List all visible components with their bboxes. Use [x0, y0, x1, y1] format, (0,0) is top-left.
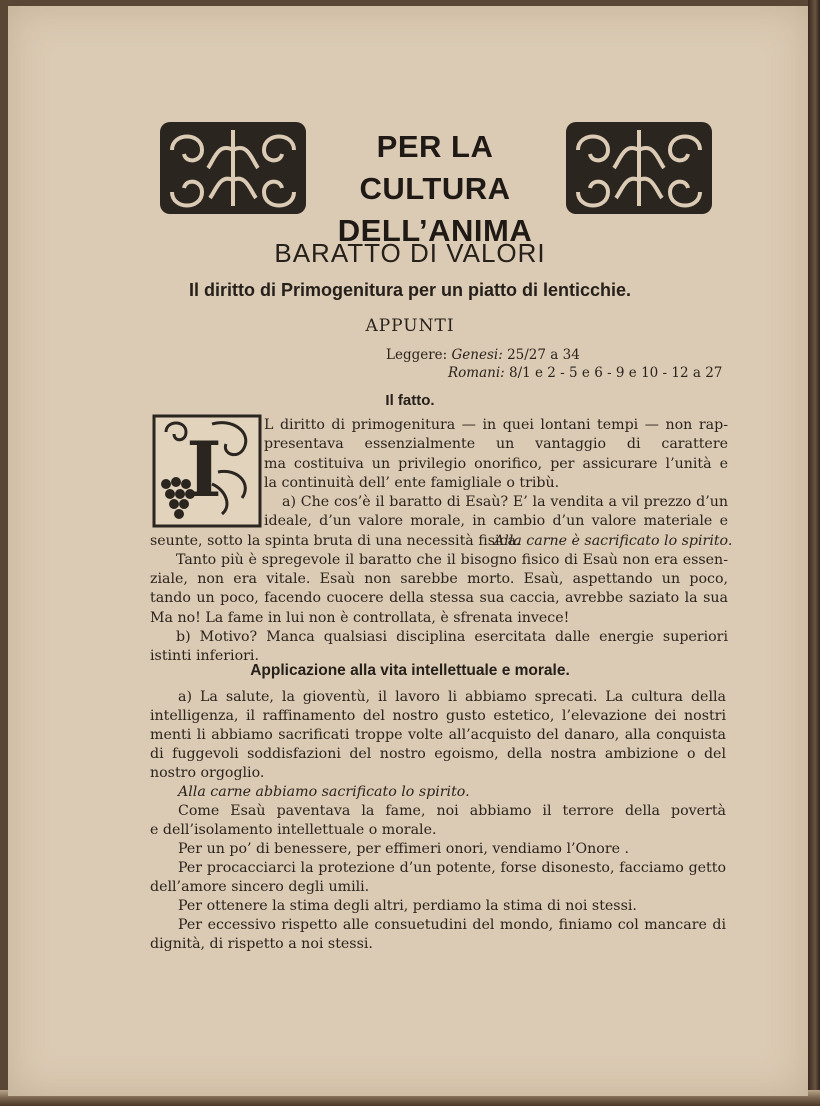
section-heading-fatto: Il fatto. [385, 392, 435, 409]
text-line: Per ottenere la stima degli altri, perdiamo la stima di noi stessi. [178, 898, 637, 914]
section-heading-applicazione: Applicazione alla vita intellettuale e morale. [250, 662, 570, 679]
romani-ref: 8/1 e 2 - 5 e 6 - 9 e 10 - 12 a 27 [509, 365, 723, 381]
text-line: ideale, d’un valore morale, in cambio d’un valore materiale e [264, 513, 728, 529]
genesi-ref: 25/27 a 34 [507, 347, 580, 363]
book-spine-edge [808, 0, 820, 1106]
text-line: dell’amore sincero degli umili. [150, 879, 370, 895]
right-acanthus-ornament [564, 120, 714, 216]
text-line: dignità, di rispetto a noi stessi. [150, 936, 373, 952]
text-line: intelligenza, il raffinamento del nostro gusto estetico, l’elevazione dei nostri [150, 708, 726, 724]
text-line: Alla carne è sacrificato lo spirito. [494, 533, 733, 549]
decorated-initial [152, 414, 262, 528]
text-line: tando un poco, facendo cuocere della stessa sua caccia, avrebbe saziato la sua [150, 590, 728, 606]
text-line: Tanto più è spregevole il baratto che il bisogno fisico di Esaù non era essen- [176, 552, 728, 568]
refs-label: Leggere: [386, 347, 448, 363]
text-line: nostro orgoglio. [150, 765, 265, 781]
text-line: istinti inferiori. [150, 648, 259, 664]
text-line: Come Esaù paventava la fame, noi abbiamo il terrore della povertà [178, 803, 726, 819]
text-line: L diritto di primogenitura — in quei lontani tempi — non rap- [264, 417, 728, 433]
romani-name: Romani: [448, 365, 505, 381]
text-line: seunte, sotto la spinta bruta di una necessità fisica. [150, 533, 521, 549]
dropcap-letter: I [186, 425, 222, 514]
text-line: Alla carne abbiamo sacrificato lo spirito. [178, 784, 470, 800]
genesi-name: Genesi: [451, 347, 503, 363]
text-line: Per un po’ di benessere, per effimeri onori, vendiamo l’Onore . [178, 841, 630, 857]
text-line: a) Che cos’è il baratto di Esaù? E’ la vendita a vil prezzo d’un [282, 494, 728, 510]
column-title [310, 126, 560, 252]
left-acanthus-ornament [158, 120, 308, 216]
reading-references [386, 346, 722, 382]
column-title-line1: PER LA CULTURA [359, 129, 511, 206]
text-line: presentava essenzialmente un vantaggio di carattere [264, 436, 728, 452]
text-line: Per eccessivo rispetto alle consuetudini del mondo, finiamo col mancare di [178, 917, 726, 933]
text-line: ma costituiva un privilegio onorifico, per assicurare l’unità e [264, 456, 728, 472]
text-line: Per procacciarci la protezione d’un potente, forse disonesto, facciamo getto [178, 860, 726, 876]
text-line: b) Motivo? Manca qualsiasi disciplina esercitata dalle energie superiori [176, 629, 728, 645]
text-line: menti li abbiamo sacrificati troppe volte all’acquisto del danaro, alla conquista [150, 727, 726, 743]
text-line: di fuggevoli soddisfazioni del nostro egoismo, della nostra ambizione o del [150, 746, 726, 762]
text-line: a) La salute, la gioventù, il lavoro li abbiamo sprecati. La cultura della [178, 689, 726, 705]
appunti-heading: APPUNTI [365, 316, 455, 336]
text-line: ziale, non era vitale. Esaù non sarebbe morto. Esaù, aspettando un poco, [150, 571, 728, 587]
column-header [150, 112, 720, 248]
article-subtitle: Il diritto di Primogenitura per un piatto di lenticchie. [188, 280, 632, 300]
column-title-line2: DELL’ANIMA [337, 213, 533, 248]
text-line: la continuità dell’ ente famigliale o tribù. [264, 475, 560, 491]
article-title: BARATTO DI VALORI [274, 238, 546, 268]
text-line: e dell’isolamento intellettuale o morale. [150, 822, 437, 838]
text-line: Ma no! La fame in lui non è controllata, è sfrenata invece! [150, 610, 570, 626]
